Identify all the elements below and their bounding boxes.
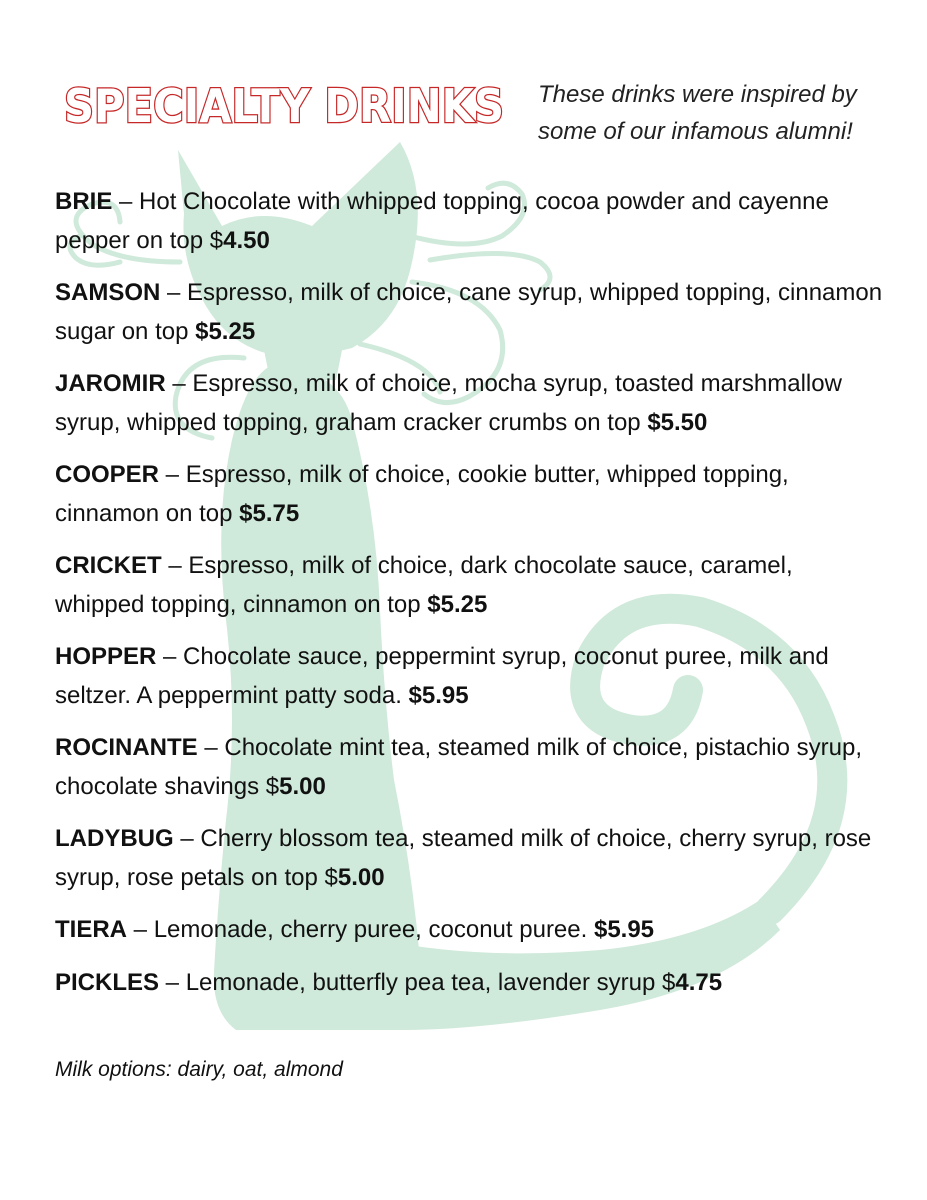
tagline xyxy=(538,76,918,150)
drink-price: 5.00 xyxy=(337,863,385,891)
drink-dash: – xyxy=(112,188,140,215)
drink-item xyxy=(55,820,885,897)
drink-dash: – xyxy=(156,643,184,670)
drink-item xyxy=(55,964,885,1003)
drink-price: $5.25 xyxy=(195,317,256,345)
drink-name: TIERA xyxy=(55,916,127,943)
drink-price: $5.50 xyxy=(647,408,708,436)
drink-name: JAROMIR xyxy=(55,370,166,397)
drink-description: Chocolate sauce, peppermint syrup, coconut puree, milk and seltzer. A peppermint patty soda. xyxy=(55,643,829,709)
drink-name: ROCINANTE xyxy=(55,734,198,761)
menu-header xyxy=(0,0,927,170)
drink-item xyxy=(55,547,885,624)
tagline-line-2: some of our infamous alumni! xyxy=(538,118,853,145)
drink-description: Espresso, milk of choice, mocha syrup, toasted marshmallow syrup, whipped topping, graham cracker crumbs on top xyxy=(55,370,842,436)
drink-item xyxy=(55,456,885,533)
drink-name: PICKLES xyxy=(55,968,160,996)
drink-item xyxy=(55,365,885,442)
drink-item xyxy=(55,911,885,950)
page-title xyxy=(62,74,522,134)
drink-description: Chocolate mint tea, steamed milk of choice, pistachio syrup, chocolate shavings xyxy=(55,734,862,800)
drink-price: 4.75 xyxy=(675,968,723,996)
drink-description: Lemonade, butterfly pea tea, lavender syrup xyxy=(185,968,662,996)
drink-name: BRIE xyxy=(55,188,113,215)
drink-price: $5.95 xyxy=(593,916,655,943)
drink-item xyxy=(55,274,885,351)
page-title-text: SPECIALTY DRINKS xyxy=(64,79,504,133)
drink-dash: – xyxy=(173,825,201,852)
drink-item xyxy=(55,729,885,806)
drink-dash: – xyxy=(127,916,154,943)
drink-description: Espresso, milk of choice, dark chocolate sauce, caramel, whipped topping, cinnamon on top xyxy=(55,552,793,618)
drink-price: $5.75 xyxy=(239,499,300,527)
drink-description: Espresso, milk of choice, cookie butter, whipped topping, cinnamon on top xyxy=(55,461,789,527)
drink-price-prefix: $ xyxy=(209,226,224,254)
drink-price-prefix: $ xyxy=(265,772,280,800)
drinks-list xyxy=(55,183,885,1016)
drink-name: CRICKET xyxy=(55,552,162,579)
drink-dash: – xyxy=(159,968,186,996)
drink-price: $5.25 xyxy=(427,590,488,618)
drink-item xyxy=(55,183,885,260)
drink-description: Cherry blossom tea, steamed milk of choice, cherry syrup, rose syrup, rose petals on top xyxy=(55,825,872,891)
drink-dash: – xyxy=(165,370,193,397)
drink-price: $5.95 xyxy=(408,681,469,709)
drink-price: 5.00 xyxy=(279,772,326,800)
drink-dash: – xyxy=(161,552,189,579)
drink-description: Espresso, milk of choice, cane syrup, whipped topping, cinnamon sugar on top xyxy=(55,279,883,345)
drink-price-prefix: $ xyxy=(662,968,676,996)
tagline-line-1: These drinks were inspired by xyxy=(538,81,857,108)
milk-options-note: Milk options: dairy, oat, almond xyxy=(55,1058,343,1081)
drink-dash: – xyxy=(159,461,186,488)
drink-description: Hot Chocolate with whipped topping, cocoa powder and cayenne pepper on top xyxy=(55,188,829,254)
drink-dash: – xyxy=(160,279,188,306)
drink-name: SAMSON xyxy=(55,279,161,306)
drink-price: 4.50 xyxy=(223,226,270,254)
drink-dash: – xyxy=(197,734,225,761)
drink-item xyxy=(55,638,885,715)
drink-name: HOPPER xyxy=(55,643,157,670)
drink-price-prefix: $ xyxy=(324,863,338,891)
drink-description: Lemonade, cherry puree, coconut puree. xyxy=(153,916,594,943)
drink-name: COOPER xyxy=(55,461,160,488)
drink-name: LADYBUG xyxy=(55,825,174,852)
